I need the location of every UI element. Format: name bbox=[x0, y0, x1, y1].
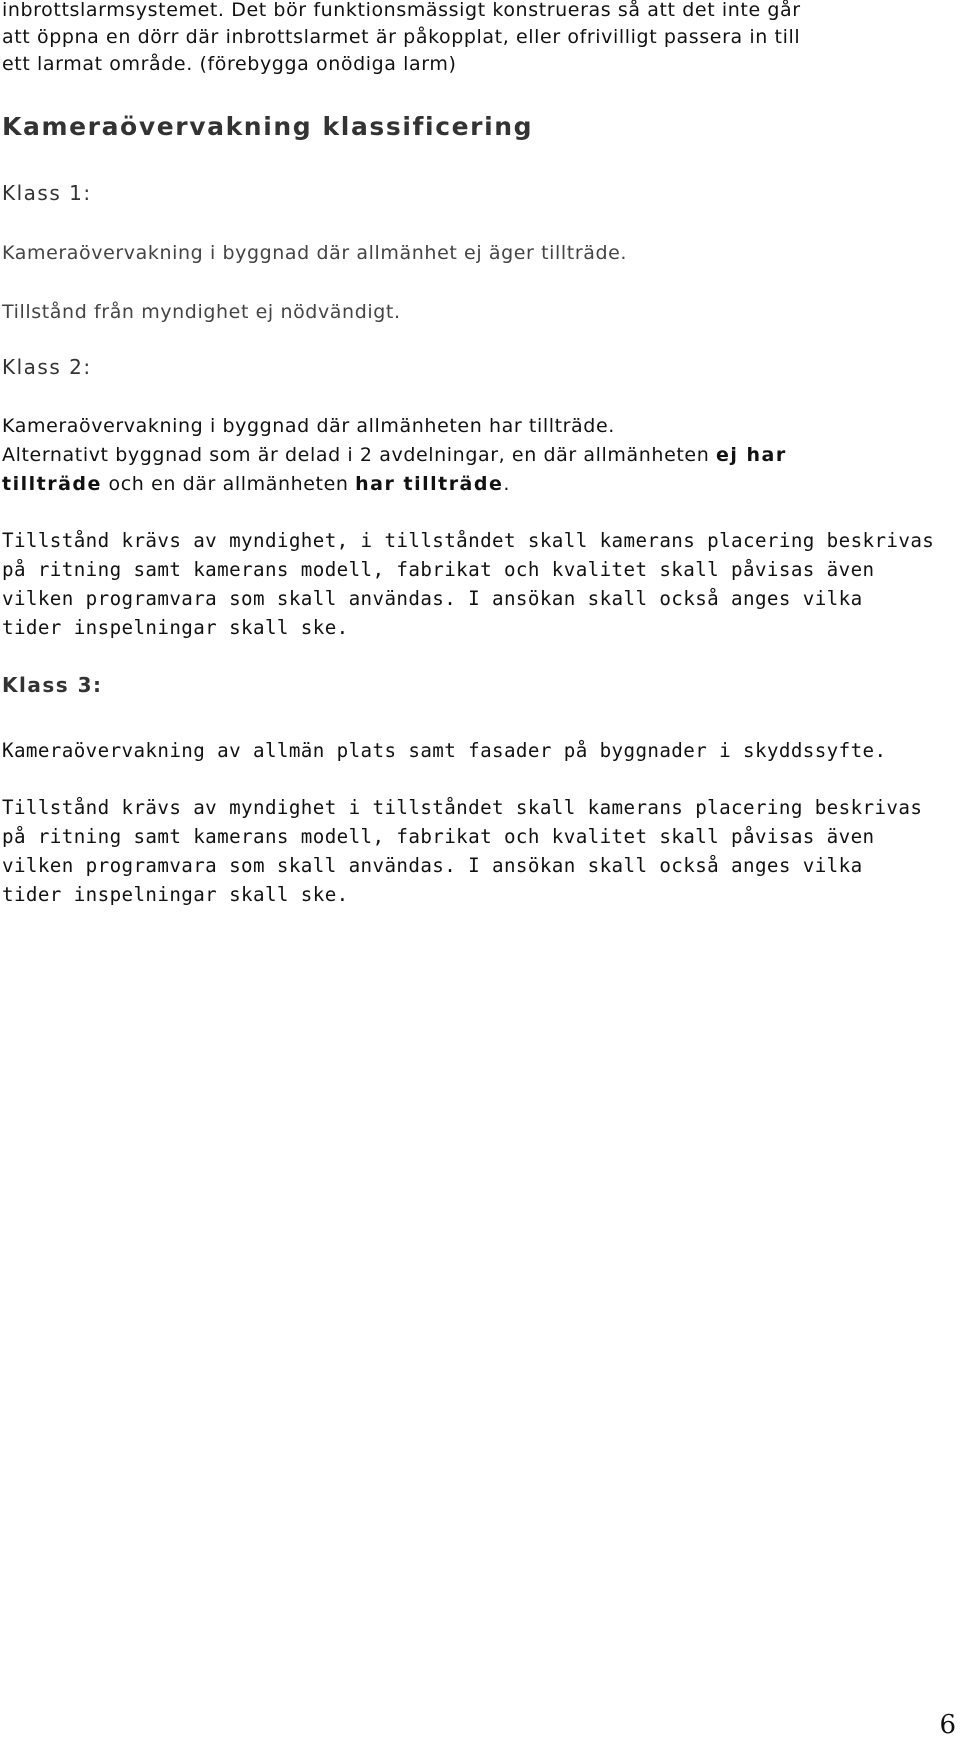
klass-2-permit-line-3: vilken programvara som skall användas. I ansökan skall också anges vilka bbox=[2, 587, 863, 610]
alt-text-2: och en där allmänheten bbox=[101, 473, 356, 495]
alt-period: . bbox=[503, 473, 511, 495]
klass-3-permit-line-1: Tillstånd krävs av myndighet i tillståndet skall kamerans placering beskrivas bbox=[2, 796, 923, 819]
klass-1-description: Kameraövervakning i byggnad där allmänhet ej äger tillträde. bbox=[2, 242, 628, 264]
klass-2-description: Kameraövervakning i byggnad där allmänheten har tillträde. bbox=[2, 415, 615, 437]
klass-1-permit: Tillstånd från myndighet ej nödvändigt. bbox=[2, 301, 401, 323]
klass-3-permit-line-4: tider inspelningar skall ske. bbox=[2, 883, 349, 906]
klass-3-description: Kameraövervakning av allmän plats samt fasader på byggnader i skyddssyfte. bbox=[2, 739, 887, 762]
klass-2-alternative-line-2 bbox=[2, 470, 510, 498]
section-heading: Kameraövervakning klassificering bbox=[2, 112, 534, 141]
klass-3-permit-line-3: vilken programvara som skall användas. I ansökan skall också anges vilka bbox=[2, 854, 863, 877]
intro-line-2: att öppna en dörr där inbrottslarmet är påkopplat, eller ofrivilligt passera in till bbox=[2, 26, 801, 48]
alt-bold-tilltrade: tillträde bbox=[2, 473, 102, 495]
klass-3-permit-line-2: på ritning samt kamerans modell, fabrikat och kvalitet skall påvisas även bbox=[2, 825, 875, 848]
alt-bold-har-tilltrade: har tillträde bbox=[355, 473, 504, 495]
intro-line-3: ett larmat område. (förebygga onödiga larm) bbox=[2, 53, 457, 75]
klass-2-alternative-line-1 bbox=[2, 441, 787, 469]
alt-bold-ej-har: ej har bbox=[715, 444, 787, 466]
intro-line-1: inbrottslarmsystemet. Det bör funktionsmässigt konstrueras så att det inte går bbox=[2, 0, 801, 21]
klass-3-title: Klass 3: bbox=[2, 673, 103, 697]
page-number: 6 bbox=[939, 1710, 956, 1740]
klass-1-title: Klass 1: bbox=[2, 181, 92, 205]
alt-text: Alternativt byggnad som är delad i 2 avdelningar, en där allmänheten bbox=[2, 444, 716, 466]
klass-2-title: Klass 2: bbox=[2, 355, 92, 379]
klass-2-permit-line-2: på ritning samt kamerans modell, fabrikat och kvalitet skall påvisas även bbox=[2, 558, 875, 581]
klass-2-permit-line-1: Tillstånd krävs av myndighet, i tillståndet skall kamerans placering beskrivas bbox=[2, 529, 935, 552]
klass-2-permit-line-4: tider inspelningar skall ske. bbox=[2, 616, 349, 639]
